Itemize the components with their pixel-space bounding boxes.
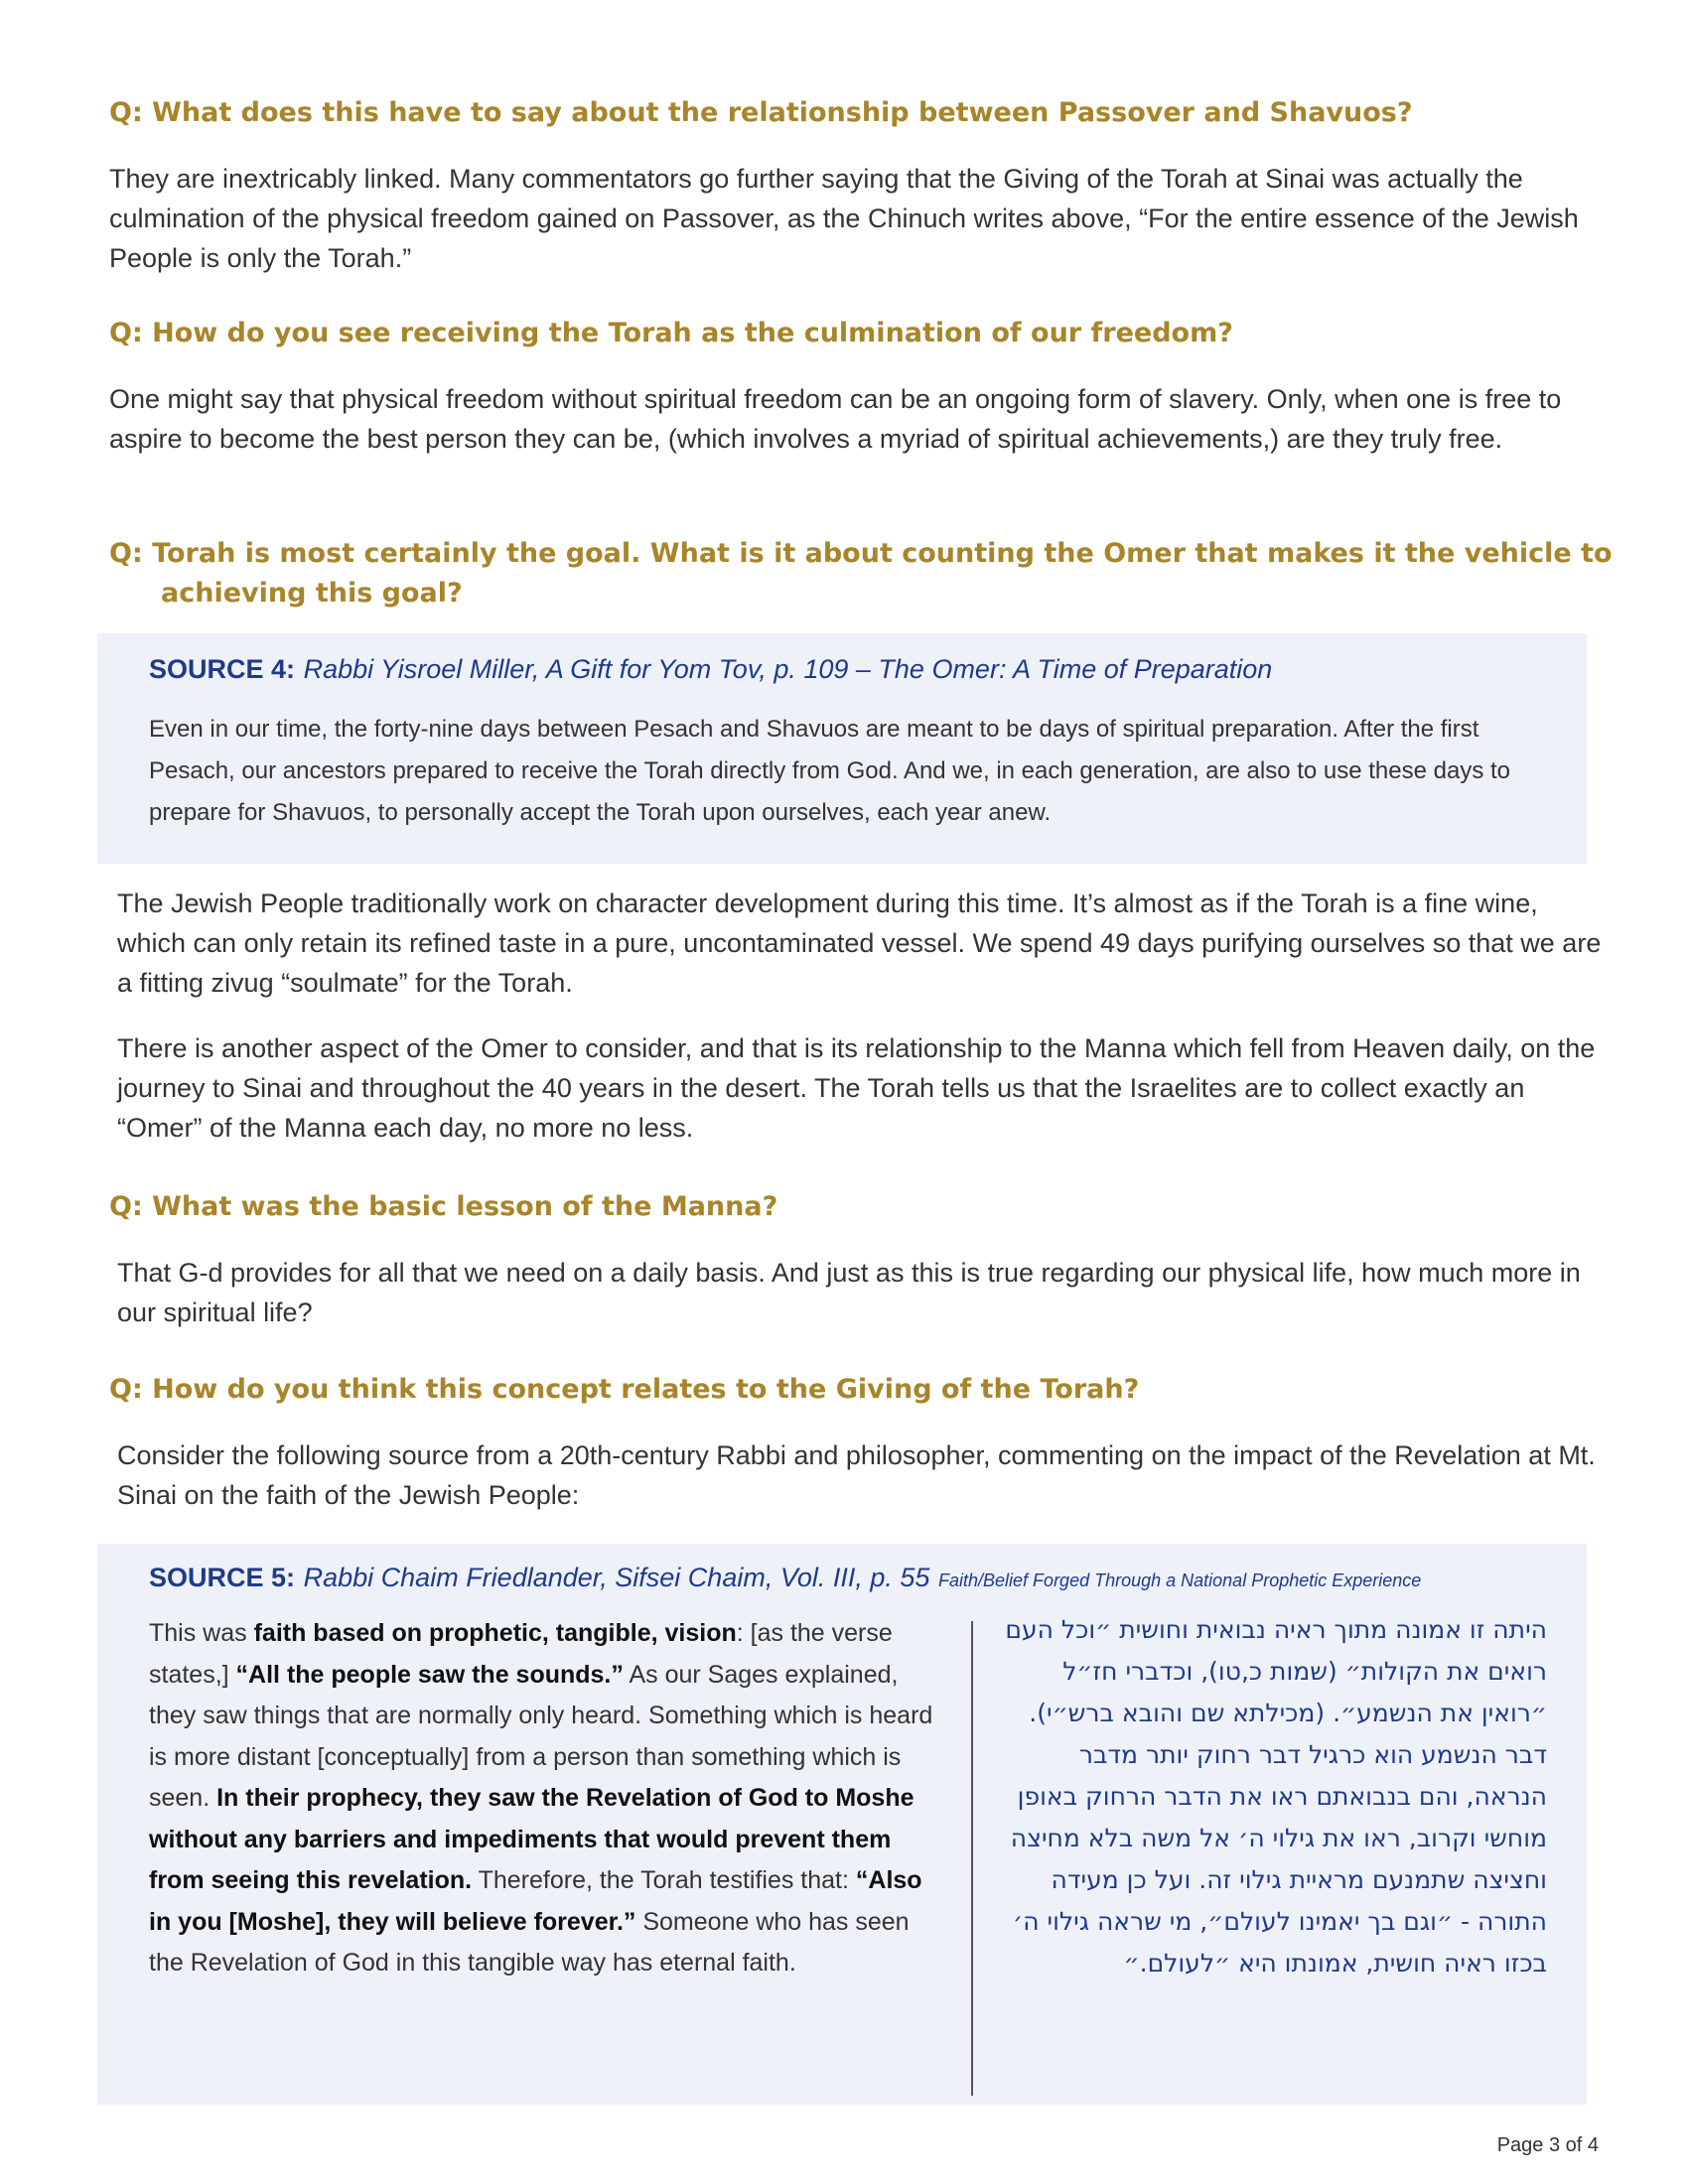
en-emphasis: “All the people saw the sounds.” <box>235 1660 624 1689</box>
en-segment: Someone who has seen the Revelation of God in this tangible way has eternal faith. <box>149 1907 910 1977</box>
en-segment: : [as the verse states,] <box>149 1619 893 1689</box>
en-emphasis: “Also in you [Moshe], they will believe forever.” <box>149 1866 922 1936</box>
question-culmination-freedom: Q: How do you see receiving the Torah as the culmination of our freedom? <box>109 318 1233 348</box>
page-number: Page 3 of 4 <box>1496 2134 1599 2156</box>
source-4-header <box>149 651 1272 688</box>
question-passover-shavuos: Q: What does this have to say about the relationship between Passover and Shavuos? <box>109 97 1413 128</box>
en-emphasis: faith based on prophetic, tangible, vision <box>253 1619 737 1647</box>
en-emphasis: In their prophecy, they saw the Revelation of God to Moshe without any barriers and impediments that would prevent them from seeing this revelation. <box>149 1784 914 1894</box>
question-manna-lesson: Q: What was the basic lesson of the Manna? <box>109 1191 778 1222</box>
source-5-header <box>149 1560 1421 1598</box>
source-5-citation: Rabbi Chaim Friedlander, Sifsei Chaim, Vol. III, p. 55 <box>303 1563 930 1592</box>
en-segment: Therefore, the Torah testifies that: <box>472 1866 856 1894</box>
answer-manna-lesson: That G-d provides for all that we need on a daily basis. And just as this is true regarding our physical life, how much more in our spiritual life? <box>117 1258 1581 1327</box>
column-divider <box>971 1621 973 2096</box>
question-omer-vehicle: Q: Torah is most certainly the goal. What is it about counting the Omer that makes it the vehicle to achieving this goal? <box>109 538 1613 609</box>
source-4-box <box>97 633 1587 864</box>
source-4-text: Even in our time, the forty-nine days between Pesach and Shavuos are meant to be days of spiritual preparation. After the first Pesach, our ancestors prepared to receive the Torah directly from God. And we, in each generation, are also to use these days to prepare for Shavuos, to personally accept the Torah upon ourselves, each year anew. <box>149 716 1511 826</box>
source-5-english-text <box>149 1613 943 1984</box>
question-giving-torah: Q: How do you think this concept relates to the Giving of the Torah? <box>109 1374 1140 1405</box>
source-5-label: SOURCE 5: <box>149 1563 296 1592</box>
source-4-citation: Rabbi Yisroel Miller, A Gift for Yom Tov, p. 109 – The Omer: A Time of Preparation <box>303 654 1273 684</box>
source-5-hebrew-text: היתה זו אמונה מתוך ראיה נבואית וחושית ״וכל העם רואים את הקולות״ (שמות כ,טו), וכדברי חז״ל ״רואין את הנשמע״. (מכילתא שם והובא ברש״י). דבר הנשמע הוא כרגיל דבר רחוק יותר מדבר הנראה, והם בנבואתם ראו את הדבר הרחוק באופן מוחשי וקרוב, ראו את גילוי ה׳ אל משה בלא מחיצה וחציצה שתמנעם מראיית גילוי זה. ועל כן מעידה התורה - ״וגם בך יאמינו לעולם״, מי שראה גילוי ה׳ בכזו ראיה חושית, אמונתו היא ״לעולם.״ <box>1005 1615 1547 1978</box>
en-segment: As our Sages explained, they saw things that are normally only heard. Something which is heard is more distant [conceptually] from a person than something which is seen. <box>149 1660 933 1812</box>
source-5-box <box>97 1544 1587 2105</box>
answer-giving-torah: Consider the following source from a 20th-century Rabbi and philosopher, commenting on the impact of the Revelation at Mt. Sinai on the faith of the Jewish People: <box>117 1440 1596 1510</box>
source-5-subtitle: Faith/Belief Forged Through a National Prophetic Experience <box>938 1570 1422 1590</box>
answer-passover-shavuos: They are inextricably linked. Many commentators go further saying that the Giving of the Torah at Sinai was actually the culmination of the physical freedom gained on Passover, as the Chinuch writes above, “For the entire essence of the Jewish People is only the Torah.” <box>109 164 1579 273</box>
paragraph-manna-omer: There is another aspect of the Omer to consider, and that is its relationship to the Manna which fell from Heaven daily, on the journey to Sinai and throughout the 40 years in the desert. The Torah tells us that the Israelites are to collect exactly an “Omer” of the Manna each day, no more no less. <box>117 1033 1596 1143</box>
paragraph-character-development: The Jewish People traditionally work on character development during this time. It’s almost as if the Torah is a fine wine, which can only retain its refined taste in a pure, uncontaminated vessel. We spend 49 days purifying ourselves so that we are a fitting zivug “soulmate” for the Torah. <box>117 888 1602 998</box>
answer-culmination-freedom: One might say that physical freedom without spiritual freedom can be an ongoing form of slavery. Only, when one is free to aspire to become the best person they can be, (which involves a myriad of spiritual achievements,) are they truly free. <box>109 384 1562 454</box>
en-segment: This was <box>149 1619 254 1647</box>
source-4-label: SOURCE 4: <box>149 654 296 684</box>
